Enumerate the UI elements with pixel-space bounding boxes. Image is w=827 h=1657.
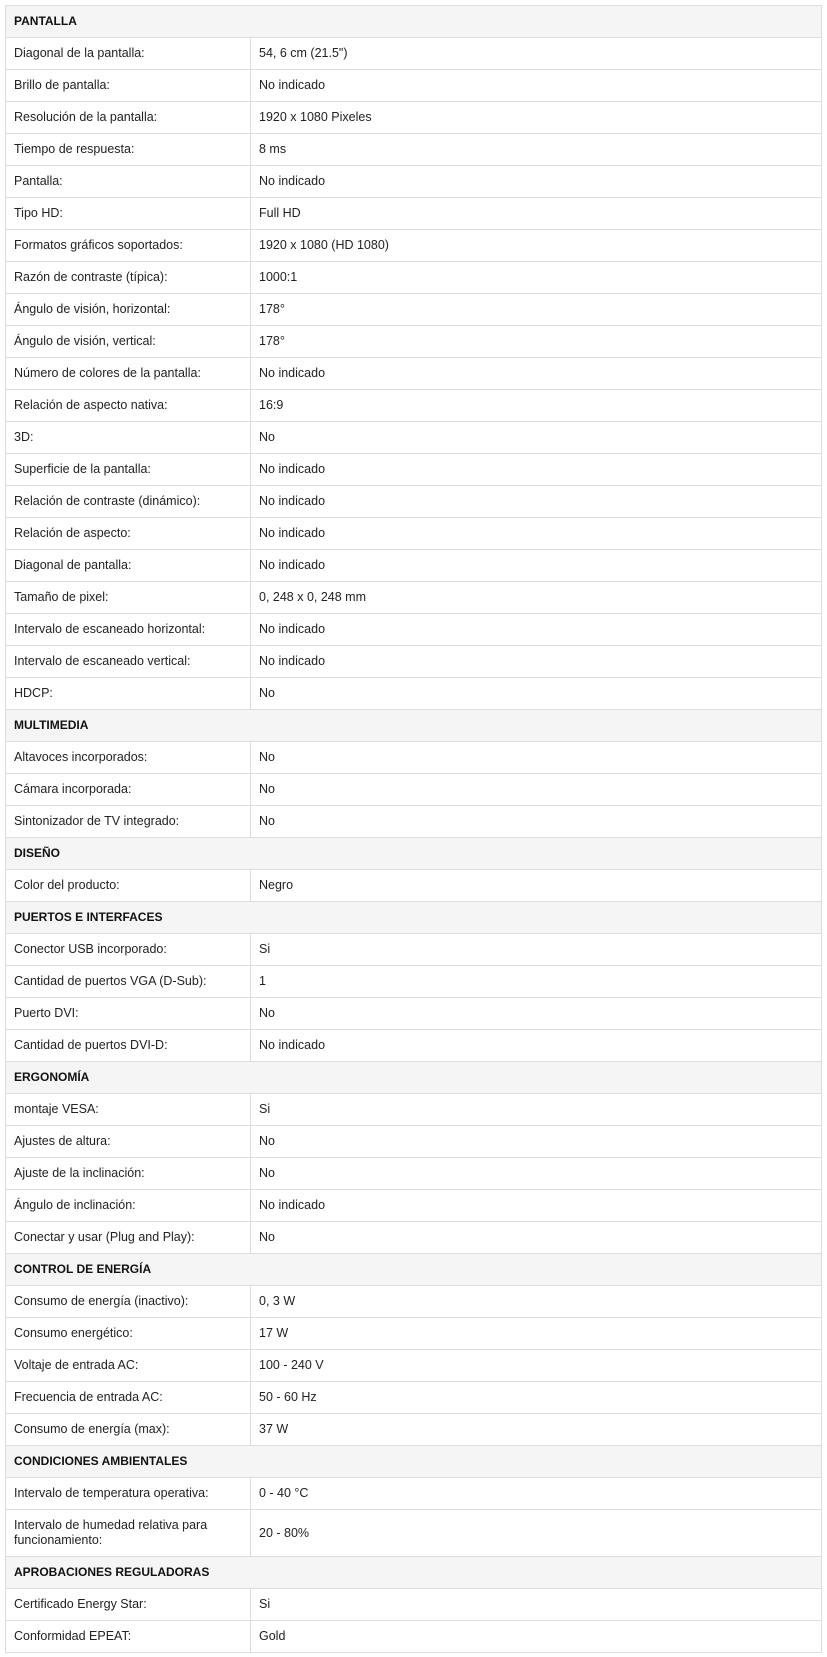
section-title: CONDICIONES AMBIENTALES — [6, 1446, 822, 1478]
spec-row — [6, 774, 822, 806]
spec-value: No — [251, 1222, 822, 1254]
spec-label: Cantidad de puertos DVI-D: — [6, 1030, 251, 1062]
section-title: PUERTOS E INTERFACES — [6, 902, 822, 934]
spec-value: 37 W — [251, 1414, 822, 1446]
spec-label: Pantalla: — [6, 166, 251, 198]
spec-row — [6, 390, 822, 422]
spec-label: Relación de aspecto: — [6, 518, 251, 550]
spec-label: Diagonal de la pantalla: — [6, 38, 251, 70]
section-title: ERGONOMÍA — [6, 1062, 822, 1094]
spec-value: No — [251, 998, 822, 1030]
spec-row — [6, 1621, 822, 1653]
spec-label: Intervalo de escaneado vertical: — [6, 646, 251, 678]
spec-value: 0, 248 x 0, 248 mm — [251, 582, 822, 614]
spec-label: Conformidad EPEAT: — [6, 1621, 251, 1653]
section-title: MULTIMEDIA — [6, 710, 822, 742]
spec-table-body — [6, 6, 822, 1653]
spec-label: Sintonizador de TV integrado: — [6, 806, 251, 838]
spec-value: 178° — [251, 326, 822, 358]
spec-value: 50 - 60 Hz — [251, 1382, 822, 1414]
spec-value: No indicado — [251, 646, 822, 678]
spec-row — [6, 1478, 822, 1510]
spec-row — [6, 614, 822, 646]
spec-row — [6, 326, 822, 358]
spec-row — [6, 1350, 822, 1382]
spec-row — [6, 166, 822, 198]
spec-row — [6, 262, 822, 294]
spec-value: 100 - 240 V — [251, 1350, 822, 1382]
spec-row — [6, 518, 822, 550]
spec-value: No indicado — [251, 1190, 822, 1222]
spec-value: No — [251, 1158, 822, 1190]
spec-value: No — [251, 774, 822, 806]
spec-value: No indicado — [251, 166, 822, 198]
spec-value: 0, 3 W — [251, 1286, 822, 1318]
spec-row — [6, 70, 822, 102]
spec-label: Consumo de energía (max): — [6, 1414, 251, 1446]
spec-row — [6, 966, 822, 998]
spec-value: Gold — [251, 1621, 822, 1653]
spec-row — [6, 134, 822, 166]
spec-label: Voltaje de entrada AC: — [6, 1350, 251, 1382]
spec-label: Consumo de energía (inactivo): — [6, 1286, 251, 1318]
section-header-row — [6, 1254, 822, 1286]
spec-row — [6, 1190, 822, 1222]
spec-row — [6, 934, 822, 966]
spec-value: No indicado — [251, 550, 822, 582]
spec-value: No — [251, 1126, 822, 1158]
spec-label: Ajuste de la inclinación: — [6, 1158, 251, 1190]
spec-row — [6, 422, 822, 454]
spec-value: No indicado — [251, 486, 822, 518]
spec-row — [6, 1222, 822, 1254]
spec-label: Altavoces incorporados: — [6, 742, 251, 774]
spec-value: No indicado — [251, 70, 822, 102]
spec-row — [6, 486, 822, 518]
spec-value: Si — [251, 934, 822, 966]
section-title: PANTALLA — [6, 6, 822, 38]
spec-label: Cantidad de puertos VGA (D-Sub): — [6, 966, 251, 998]
spec-row — [6, 1510, 822, 1557]
spec-label: montaje VESA: — [6, 1094, 251, 1126]
spec-label: Ángulo de visión, horizontal: — [6, 294, 251, 326]
spec-label: Relación de aspecto nativa: — [6, 390, 251, 422]
section-title: CONTROL DE ENERGÍA — [6, 1254, 822, 1286]
spec-label: Conector USB incorporado: — [6, 934, 251, 966]
spec-row — [6, 998, 822, 1030]
spec-row — [6, 550, 822, 582]
spec-value: 20 - 80% — [251, 1510, 822, 1557]
spec-row — [6, 294, 822, 326]
section-header-row — [6, 710, 822, 742]
spec-label: Intervalo de humedad relativa para funcionamiento: — [6, 1510, 251, 1557]
spec-label: Número de colores de la pantalla: — [6, 358, 251, 390]
section-title: DISEÑO — [6, 838, 822, 870]
spec-value: No indicado — [251, 1030, 822, 1062]
spec-label: Razón de contraste (típica): — [6, 262, 251, 294]
spec-label: Ángulo de visión, vertical: — [6, 326, 251, 358]
spec-row — [6, 1382, 822, 1414]
spec-table — [5, 5, 822, 1653]
spec-label: Puerto DVI: — [6, 998, 251, 1030]
spec-row — [6, 102, 822, 134]
spec-row — [6, 358, 822, 390]
spec-row — [6, 1286, 822, 1318]
spec-row — [6, 582, 822, 614]
spec-value: 16:9 — [251, 390, 822, 422]
spec-row — [6, 1030, 822, 1062]
spec-label: Tamaño de pixel: — [6, 582, 251, 614]
spec-value: No indicado — [251, 614, 822, 646]
spec-value: 17 W — [251, 1318, 822, 1350]
spec-row — [6, 1126, 822, 1158]
spec-label: Ajustes de altura: — [6, 1126, 251, 1158]
spec-value: No — [251, 742, 822, 774]
spec-label: Consumo energético: — [6, 1318, 251, 1350]
spec-label: Intervalo de escaneado horizontal: — [6, 614, 251, 646]
spec-value: 1000:1 — [251, 262, 822, 294]
spec-label: Relación de contraste (dinámico): — [6, 486, 251, 518]
spec-label: Conectar y usar (Plug and Play): — [6, 1222, 251, 1254]
spec-value: Si — [251, 1094, 822, 1126]
spec-label: 3D: — [6, 422, 251, 454]
spec-label: Color del producto: — [6, 870, 251, 902]
spec-value: Full HD — [251, 198, 822, 230]
spec-value: Negro — [251, 870, 822, 902]
spec-value: No — [251, 678, 822, 710]
spec-value: 1920 x 1080 Pixeles — [251, 102, 822, 134]
spec-value: 8 ms — [251, 134, 822, 166]
spec-value: 178° — [251, 294, 822, 326]
section-header-row — [6, 1062, 822, 1094]
spec-label: Certificado Energy Star: — [6, 1589, 251, 1621]
section-header-row — [6, 1557, 822, 1589]
spec-value: No indicado — [251, 518, 822, 550]
spec-label: Ángulo de inclinación: — [6, 1190, 251, 1222]
spec-row — [6, 646, 822, 678]
spec-value: 54, 6 cm (21.5") — [251, 38, 822, 70]
spec-value: 1 — [251, 966, 822, 998]
section-header-row — [6, 902, 822, 934]
spec-row — [6, 454, 822, 486]
spec-label: Intervalo de temperatura operativa: — [6, 1478, 251, 1510]
section-header-row — [6, 838, 822, 870]
spec-label: Cámara incorporada: — [6, 774, 251, 806]
section-title: APROBACIONES REGULADORAS — [6, 1557, 822, 1589]
spec-value: 0 - 40 °C — [251, 1478, 822, 1510]
spec-row — [6, 1158, 822, 1190]
spec-value: No — [251, 422, 822, 454]
spec-label: Frecuencia de entrada AC: — [6, 1382, 251, 1414]
spec-row — [6, 742, 822, 774]
spec-row — [6, 806, 822, 838]
spec-value: No indicado — [251, 358, 822, 390]
section-header-row — [6, 6, 822, 38]
spec-row — [6, 230, 822, 262]
spec-row — [6, 198, 822, 230]
spec-label: Diagonal de pantalla: — [6, 550, 251, 582]
spec-row — [6, 1318, 822, 1350]
spec-row — [6, 1414, 822, 1446]
spec-value: No — [251, 806, 822, 838]
spec-label: Brillo de pantalla: — [6, 70, 251, 102]
spec-label: Resolución de la pantalla: — [6, 102, 251, 134]
spec-label: HDCP: — [6, 678, 251, 710]
spec-row — [6, 1589, 822, 1621]
spec-label: Superficie de la pantalla: — [6, 454, 251, 486]
spec-row — [6, 678, 822, 710]
spec-value: Si — [251, 1589, 822, 1621]
spec-label: Formatos gráficos soportados: — [6, 230, 251, 262]
spec-value: 1920 x 1080 (HD 1080) — [251, 230, 822, 262]
spec-row — [6, 38, 822, 70]
spec-row — [6, 1094, 822, 1126]
spec-row — [6, 870, 822, 902]
spec-label: Tiempo de respuesta: — [6, 134, 251, 166]
spec-value: No indicado — [251, 454, 822, 486]
spec-label: Tipo HD: — [6, 198, 251, 230]
section-header-row — [6, 1446, 822, 1478]
